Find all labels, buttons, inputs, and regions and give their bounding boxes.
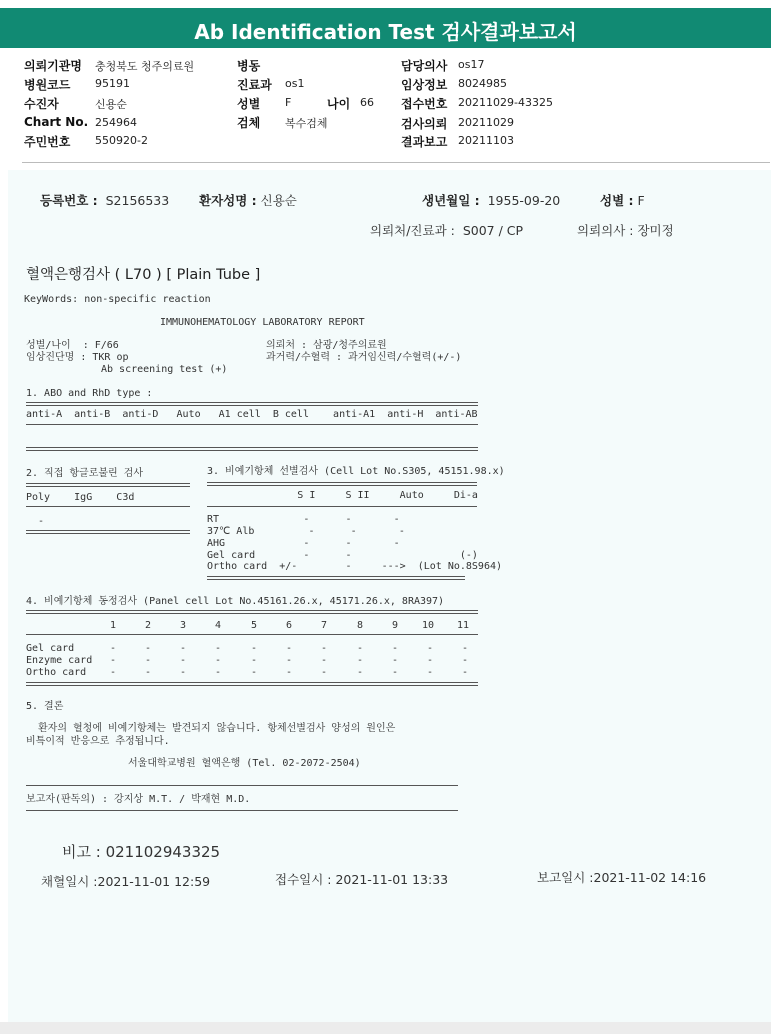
panel-cell: - — [462, 667, 469, 678]
patient-name-label: 환자성명 : — [199, 193, 257, 208]
label-specimen: 검체 — [237, 116, 261, 130]
birth-date-label: 생년월일 : — [422, 193, 480, 208]
divider — [26, 483, 190, 487]
value-report-date: 20211103 — [458, 134, 514, 147]
label-receipt-no: 접수번호 — [401, 97, 448, 111]
panel-cell: - — [251, 643, 258, 654]
birth-date-value: 1955-09-20 — [487, 193, 561, 208]
panel-row-label: Enzyme card — [26, 655, 93, 666]
patient-name — [199, 191, 297, 209]
screening-row: RT - - - — [207, 514, 400, 525]
panel-cell: - — [215, 643, 222, 654]
panel-row-label: Ortho card — [26, 667, 87, 678]
section3-title: 3. 비예기항체 선별검사 (Cell Lot No.S305, 45151.98.x) — [207, 466, 505, 477]
remark: 비고 : 021102943325 — [62, 843, 221, 861]
panel-col: 11 — [457, 620, 470, 631]
patient-sex-label: 성별 : — [600, 193, 634, 208]
referral-doctor-value: 장미정 — [637, 223, 674, 238]
screening-row: 37℃ Alb - - - — [207, 526, 405, 537]
panel-cell: - — [110, 655, 117, 666]
bottom-strip — [0, 1022, 771, 1034]
panel-col: 7 — [321, 620, 328, 631]
value-resident-no: 550920-2 — [95, 134, 148, 147]
divider — [207, 482, 477, 486]
header-divider — [22, 162, 770, 163]
panel-cell: - — [357, 655, 364, 666]
diagnosis-line: 임상진단명 : TKR op — [26, 352, 129, 363]
value-institution: 충청북도 청주의료원 — [95, 60, 195, 73]
panel-row-label: Gel card — [26, 643, 75, 654]
label-department: 진료과 — [237, 78, 272, 92]
patient-sex-value: F — [637, 193, 645, 208]
panel-cell: - — [110, 643, 117, 654]
value-specimen: 복수검체 — [285, 117, 328, 130]
divider — [26, 810, 458, 811]
panel-col: 10 — [422, 620, 435, 631]
panel-cell: - — [215, 655, 222, 666]
value-chart-no: 254964 — [95, 116, 137, 129]
panel-cell: - — [110, 667, 117, 678]
conclusion-line: 비특이적 반응으로 추정됩니다. — [26, 736, 170, 747]
label-patient: 수진자 — [24, 97, 59, 111]
label-ward: 병동 — [237, 59, 261, 73]
panel-cell: - — [251, 655, 258, 666]
reporter: 보고자(판독의) : 강지상 M.T. / 박재현 M.D. — [26, 794, 251, 805]
label-request-date: 검사의뢰 — [401, 117, 448, 131]
value-request-date: 20211029 — [458, 116, 514, 129]
panel-cell: - — [462, 643, 469, 654]
referral-dept-label: 의뢰처/진료과 : — [370, 223, 455, 238]
referral-dept-value: S007 / CP — [462, 223, 524, 238]
conclusion-line: 환자의 혈청에 비예기항체는 발견되지 않습니다. 항체선별검사 양성의 원인은 — [38, 723, 396, 734]
report-heading: IMMUNOHEMATOLOGY LABORATORY REPORT — [160, 317, 365, 328]
divider — [207, 506, 477, 507]
panel-cell: - — [427, 667, 434, 678]
section1-title: 1. ABO and RhD type : — [26, 388, 153, 399]
reg-no-label: 등록번호 : — [40, 193, 98, 208]
referral-doctor-label: 의뢰의사 : — [577, 223, 634, 238]
panel-cell: - — [215, 667, 222, 678]
label-institution: 의뢰기관명 — [24, 59, 82, 73]
divider — [26, 402, 478, 406]
panel-cell: - — [392, 643, 399, 654]
panel-col: 6 — [286, 620, 293, 631]
lab-info: 서울대학교병원 혈액은행 (Tel. 02-2072-2504) — [128, 758, 361, 769]
panel-cell: - — [357, 643, 364, 654]
screening-row: Ortho card +/- - ---> (Lot No.8S964) — [207, 561, 503, 572]
value-clinical-info: 8024985 — [458, 77, 507, 90]
reg-no — [40, 191, 169, 209]
panel-cell: - — [321, 655, 328, 666]
panel-cell: - — [286, 643, 293, 654]
collect-time: 채혈일시 :2021-11-01 12:59 — [41, 874, 211, 889]
panel-cell: - — [286, 655, 293, 666]
panel-cell: - — [145, 643, 152, 654]
divider — [26, 682, 478, 686]
divider — [26, 506, 190, 507]
history-line: 과거력/수혈력 : 과거임신력/수혈력(+/-) — [266, 352, 462, 363]
referrer-line: 의뢰처 : 삼광/청주의료원 — [266, 340, 387, 351]
label-sex: 성별 — [237, 97, 261, 111]
sex-age-line: 성별/나이 : F/66 — [26, 340, 119, 351]
value-doctor: os17 — [458, 58, 485, 71]
panel-col: 3 — [180, 620, 187, 631]
panel-cell: - — [145, 655, 152, 666]
panel-cell: - — [251, 667, 258, 678]
label-resident-no: 주민번호 — [24, 135, 71, 149]
birth-date — [422, 191, 560, 209]
report-time: 보고일시 :2021-11-02 14:16 — [537, 870, 707, 885]
value-sex: F — [285, 96, 292, 109]
panel-cell: - — [180, 655, 187, 666]
top-strip — [0, 0, 771, 8]
section5-title: 5. 결론 — [26, 701, 64, 712]
referral-doctor — [577, 221, 674, 239]
label-doctor: 담당의사 — [401, 59, 448, 73]
value-receipt-no: 20211029-43325 — [458, 96, 553, 109]
reg-no-value: S2156533 — [105, 193, 170, 208]
panel-cell: - — [180, 643, 187, 654]
value-hospital-code: 95191 — [95, 77, 130, 90]
panel-cell: - — [357, 667, 364, 678]
divider — [26, 610, 478, 614]
panel-col: 2 — [145, 620, 152, 631]
patient-name-value: 신용순 — [260, 193, 297, 208]
divider — [26, 424, 478, 425]
panel-cell: - — [321, 643, 328, 654]
dat-columns: Poly IgG C3d — [26, 492, 135, 503]
divider — [26, 634, 478, 635]
referral-dept — [370, 221, 523, 239]
panel-cell: - — [286, 667, 293, 678]
divider — [26, 530, 190, 534]
patient-sex — [600, 191, 645, 209]
panel-cell: - — [427, 655, 434, 666]
section4-title: 4. 비예기항체 동정검사 (Panel cell Lot No.45161.26.x, 45171.26.x, 8RA397) — [26, 596, 445, 607]
panel-col: 1 — [110, 620, 117, 631]
panel-col: 8 — [357, 620, 364, 631]
label-hospital-code: 병원코드 — [24, 78, 71, 92]
panel-col: 5 — [251, 620, 258, 631]
section-title: 혈액은행검사 ( L70 ) [ Plain Tube ] — [26, 267, 261, 283]
panel-cell: - — [462, 655, 469, 666]
panel-col: 9 — [392, 620, 399, 631]
value-age: 66 — [360, 96, 374, 109]
panel-cell: - — [392, 667, 399, 678]
value-patient: 신용순 — [95, 98, 127, 111]
dat-values: - — [26, 516, 45, 527]
panel-col: 4 — [215, 620, 222, 631]
page-title: Ab Identification Test 검사결과보고서 — [194, 20, 577, 44]
panel-cell: - — [321, 667, 328, 678]
receive-time: 접수일시 : 2021-11-01 13:33 — [275, 872, 449, 887]
panel-cell: - — [180, 667, 187, 678]
label-age: 나이 — [327, 97, 351, 111]
divider — [26, 447, 478, 451]
section2-title: 2. 직접 항글로불린 검사 — [26, 468, 144, 479]
screening-columns: S I S II Auto Di-a — [207, 490, 478, 501]
abo-columns: anti-A anti-B anti-D Auto A1 cell B cell anti-A1 anti-H anti-AB — [26, 409, 478, 420]
divider — [26, 785, 458, 786]
panel-cell: - — [427, 643, 434, 654]
screening-row: Gel card - - (-) — [207, 550, 478, 561]
panel-cell: - — [145, 667, 152, 678]
keywords: KeyWords: non-specific reaction — [24, 294, 211, 305]
screening-row: AHG - - - — [207, 538, 400, 549]
screening-line: Ab screening test (+) — [101, 364, 228, 375]
label-report-date: 결과보고 — [401, 135, 448, 149]
label-clinical-info: 임상정보 — [401, 78, 448, 92]
divider — [207, 576, 465, 580]
panel-cell: - — [392, 655, 399, 666]
label-chart-no: Chart No. — [24, 115, 89, 129]
value-department: os1 — [285, 77, 305, 90]
